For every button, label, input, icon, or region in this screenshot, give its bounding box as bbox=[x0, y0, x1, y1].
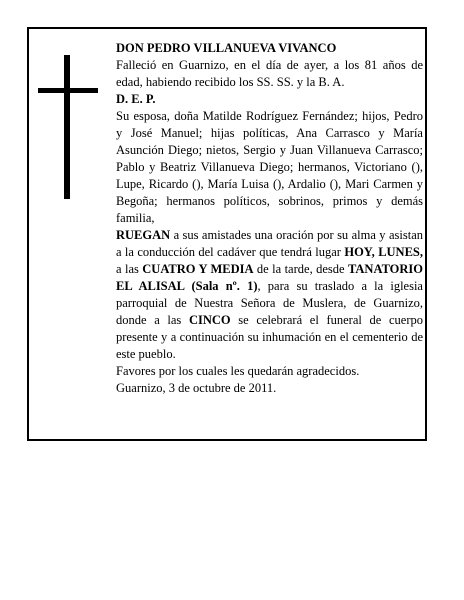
request-time: CUATRO Y MEDIA bbox=[142, 262, 254, 276]
request-text-2: a las bbox=[116, 262, 143, 276]
ruegan-word: RUEGAN bbox=[116, 228, 171, 242]
place-date: Guarnizo, 3 de octubre de 2011. bbox=[116, 381, 277, 395]
request-text-3: de la tarde, desde bbox=[253, 262, 348, 276]
request-text-4: , para su traslado a la iglesia parroquial de Nuestra Señora de Muslera, de Guarnizo, donde a las bbox=[116, 279, 423, 327]
funeral-request bbox=[116, 227, 423, 363]
request-funeral-time: CINCO bbox=[188, 313, 231, 327]
cross-horizontal-bar bbox=[38, 88, 98, 93]
request-text-1: a sus amistades una oración por su alma y asistan a la conducción del cadáver que tendrá lugar bbox=[116, 228, 423, 259]
request-text-5: se celebrará el funeral de cuerpo presente y a continuación su inhumación en el cementerio de este pueblo. bbox=[116, 313, 423, 361]
notice-text bbox=[116, 40, 423, 397]
obituary-notice bbox=[27, 27, 427, 441]
dep-abbreviation: D. E. P. bbox=[116, 92, 156, 106]
cross-icon bbox=[38, 55, 98, 199]
death-statement: Falleció en Guarnizo, en el día de ayer, a los 81 años de edad, habiendo recibido los SS. SS. y la B. A. bbox=[116, 58, 423, 89]
cross-vertical-bar bbox=[64, 55, 70, 199]
request-place: TANATORIO EL ALISAL (Sala nº. 1) bbox=[116, 262, 424, 293]
request-day: HOY, LUNES, bbox=[344, 245, 423, 259]
family-list: Su esposa, doña Matilde Rodríguez Fernández; hijos, Pedro y José Manuel; hijas políticas, Ana Carrasco y María Asunción Diego; nietos, Sergio y Juan Villanueva Carrasco; Pablo y Beatriz Villanueva Diego; hermanos, Victoriano (), Lupe, Ricardo (), María Luisa (), Ardalio (), Mari Carmen y Begoña; hermanos políticos, sobrinos, primos y demás familia, bbox=[116, 109, 423, 225]
thanks-line: Favores por los cuales les quedarán agradecidos. bbox=[116, 364, 360, 378]
deceased-name: DON PEDRO VILLANUEVA VIVANCO bbox=[116, 41, 337, 55]
